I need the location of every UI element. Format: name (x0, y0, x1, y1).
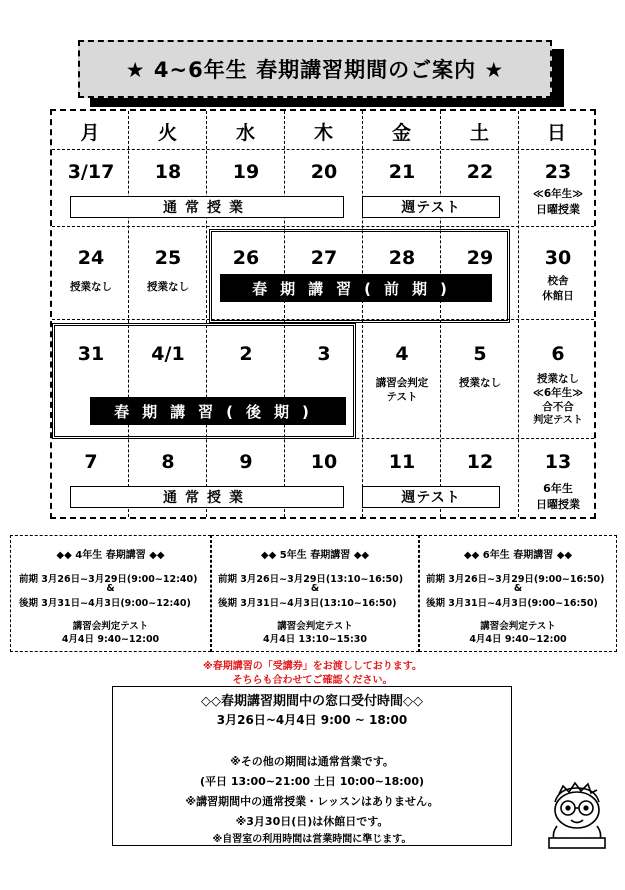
course-box-grade4 (10, 535, 211, 652)
weekly-test-bar: 週テスト (362, 486, 500, 508)
page-title: ★ 4~6年生 春期講習期間のご案内 ★ (78, 40, 552, 98)
day-number: 9 (239, 451, 253, 473)
spring-session-second-bar: 春期講習(後期) (90, 397, 346, 425)
course-test-label: 講習会判定テスト (72, 621, 149, 632)
reception-heading: ◇◇春期講習期間中の窓口受付時間◇◇ (201, 694, 423, 709)
course-second-term: 後期 3月31日~4月3日(9:00~12:40) (19, 598, 191, 609)
day-number: 6 (551, 343, 565, 365)
weekday-fri: 金 (391, 121, 411, 144)
weekly-test-bar: 週テスト (362, 196, 500, 218)
notice-line: そちらも合わせてご確認ください。 (232, 675, 393, 686)
course-test-time: 4月4日 13:10~15:30 (263, 634, 367, 645)
course-amp: & (513, 583, 523, 594)
course-heading: ◆◆ 4年生 春期講習 ◆◆ (56, 550, 165, 561)
course-test-label: 講習会判定テスト (480, 621, 556, 632)
course-heading: ◆◆ 5年生 春期講習 ◆◆ (260, 550, 370, 561)
calendar (50, 109, 596, 519)
course-test-time: 4月4日 9:40~12:00 (469, 634, 567, 645)
course-first-term: 前期 3月26日~3月29日(9:00~12:40) (19, 574, 198, 585)
sunday-note: 休館日 (542, 290, 574, 302)
day-number: 21 (388, 161, 416, 183)
day-number: 12 (466, 451, 494, 473)
weekday-sun: 日 (546, 121, 566, 144)
day-note: 授業なし (147, 281, 189, 293)
day-number: 31 (77, 343, 105, 365)
course-test-time: 4月4日 9:40~12:00 (61, 634, 160, 645)
day-number: 28 (388, 247, 416, 269)
course-box-grade6 (419, 535, 617, 652)
day-number: 23 (544, 161, 572, 183)
notice-line: ※春期講習の「受講券」をお渡ししております。 (203, 661, 422, 672)
day-number: 27 (310, 247, 338, 269)
reception-note: ※3月30日(日)は休館日です。 (235, 815, 389, 828)
day-number: 5 (473, 343, 487, 365)
reception-note: (平日 13:00~21:00 土日 10:00~18:00) (199, 775, 425, 788)
sunday-note: 校舎 (547, 275, 569, 287)
day-number: 20 (310, 161, 338, 183)
sunday-note: ≪6年生≫ (532, 188, 584, 200)
day-number: 3 (317, 343, 331, 365)
day-number: 2 (239, 343, 253, 365)
course-amp: & (310, 583, 320, 594)
day-note: テスト (386, 391, 418, 403)
day-number: 26 (232, 247, 260, 269)
day-note: 講習会判定 (375, 377, 429, 389)
regular-class-bar: 通常授業 (70, 486, 344, 508)
sunday-note: ≪6年生≫ (532, 387, 584, 399)
course-second-term: 後期 3月31日~4月3日(13:10~16:50) (218, 598, 397, 609)
course-amp: & (106, 583, 115, 594)
day-number: 22 (466, 161, 494, 183)
course-heading: ◆◆ 6年生 春期講習 ◆◆ (463, 550, 573, 561)
day-number: 11 (388, 451, 416, 473)
day-number: 8 (161, 451, 175, 473)
sunday-note: 日曜授業 (536, 203, 580, 216)
cartoon-boy-icon (543, 780, 611, 852)
sunday-note: 合不合 (542, 401, 574, 413)
sunday-note: 判定テスト (533, 415, 583, 426)
regular-class-bar: 通常授業 (70, 196, 344, 218)
day-number: 4 (395, 343, 409, 365)
day-number: 25 (154, 247, 182, 269)
day-number: 30 (544, 247, 572, 269)
sunday-note: 日曜授業 (536, 498, 580, 511)
course-second-term: 後期 3月31日~4月3日(9:00~16:50) (426, 598, 598, 609)
sunday-note: 授業なし (537, 373, 579, 385)
course-test-label: 講習会判定テスト (277, 621, 353, 632)
weekday-tue: 火 (157, 121, 177, 144)
reception-note: ※講習期間中の通常授業・レッスンはありません。 (185, 795, 439, 808)
reception-note: ※その他の期間は通常営業です。 (230, 755, 394, 768)
course-first-term: 前期 3月26日~3月29日(13:10~16:50) (218, 574, 404, 585)
weekday-wed: 水 (235, 121, 255, 144)
weekday-mon: 月 (80, 121, 100, 144)
course-box-grade5 (211, 535, 419, 652)
spring-session-first-bar: 春期講習(前期) (220, 274, 492, 302)
weekday-sat: 土 (469, 121, 489, 144)
day-number: 19 (232, 161, 260, 183)
weekday-thu: 木 (313, 121, 333, 144)
day-number: 4/1 (151, 343, 185, 365)
reception-hours: 3月26日~4月4日 9:00 ~ 18:00 (216, 713, 408, 727)
day-number: 13 (544, 451, 572, 473)
day-number: 7 (84, 451, 98, 473)
day-number: 10 (310, 451, 338, 473)
day-number: 3/17 (67, 161, 115, 183)
course-first-term: 前期 3月26日~3月29日(9:00~16:50) (426, 574, 605, 585)
day-number: 18 (154, 161, 182, 183)
sunday-note: 6年生 (543, 482, 573, 495)
day-note: 授業なし (459, 377, 501, 389)
reception-note: ※自習室の利用時間は営業時間に準じます。 (212, 834, 412, 845)
day-number: 24 (77, 247, 105, 269)
day-note: 授業なし (70, 281, 112, 293)
day-number: 29 (466, 247, 494, 269)
reception-box (112, 686, 512, 846)
